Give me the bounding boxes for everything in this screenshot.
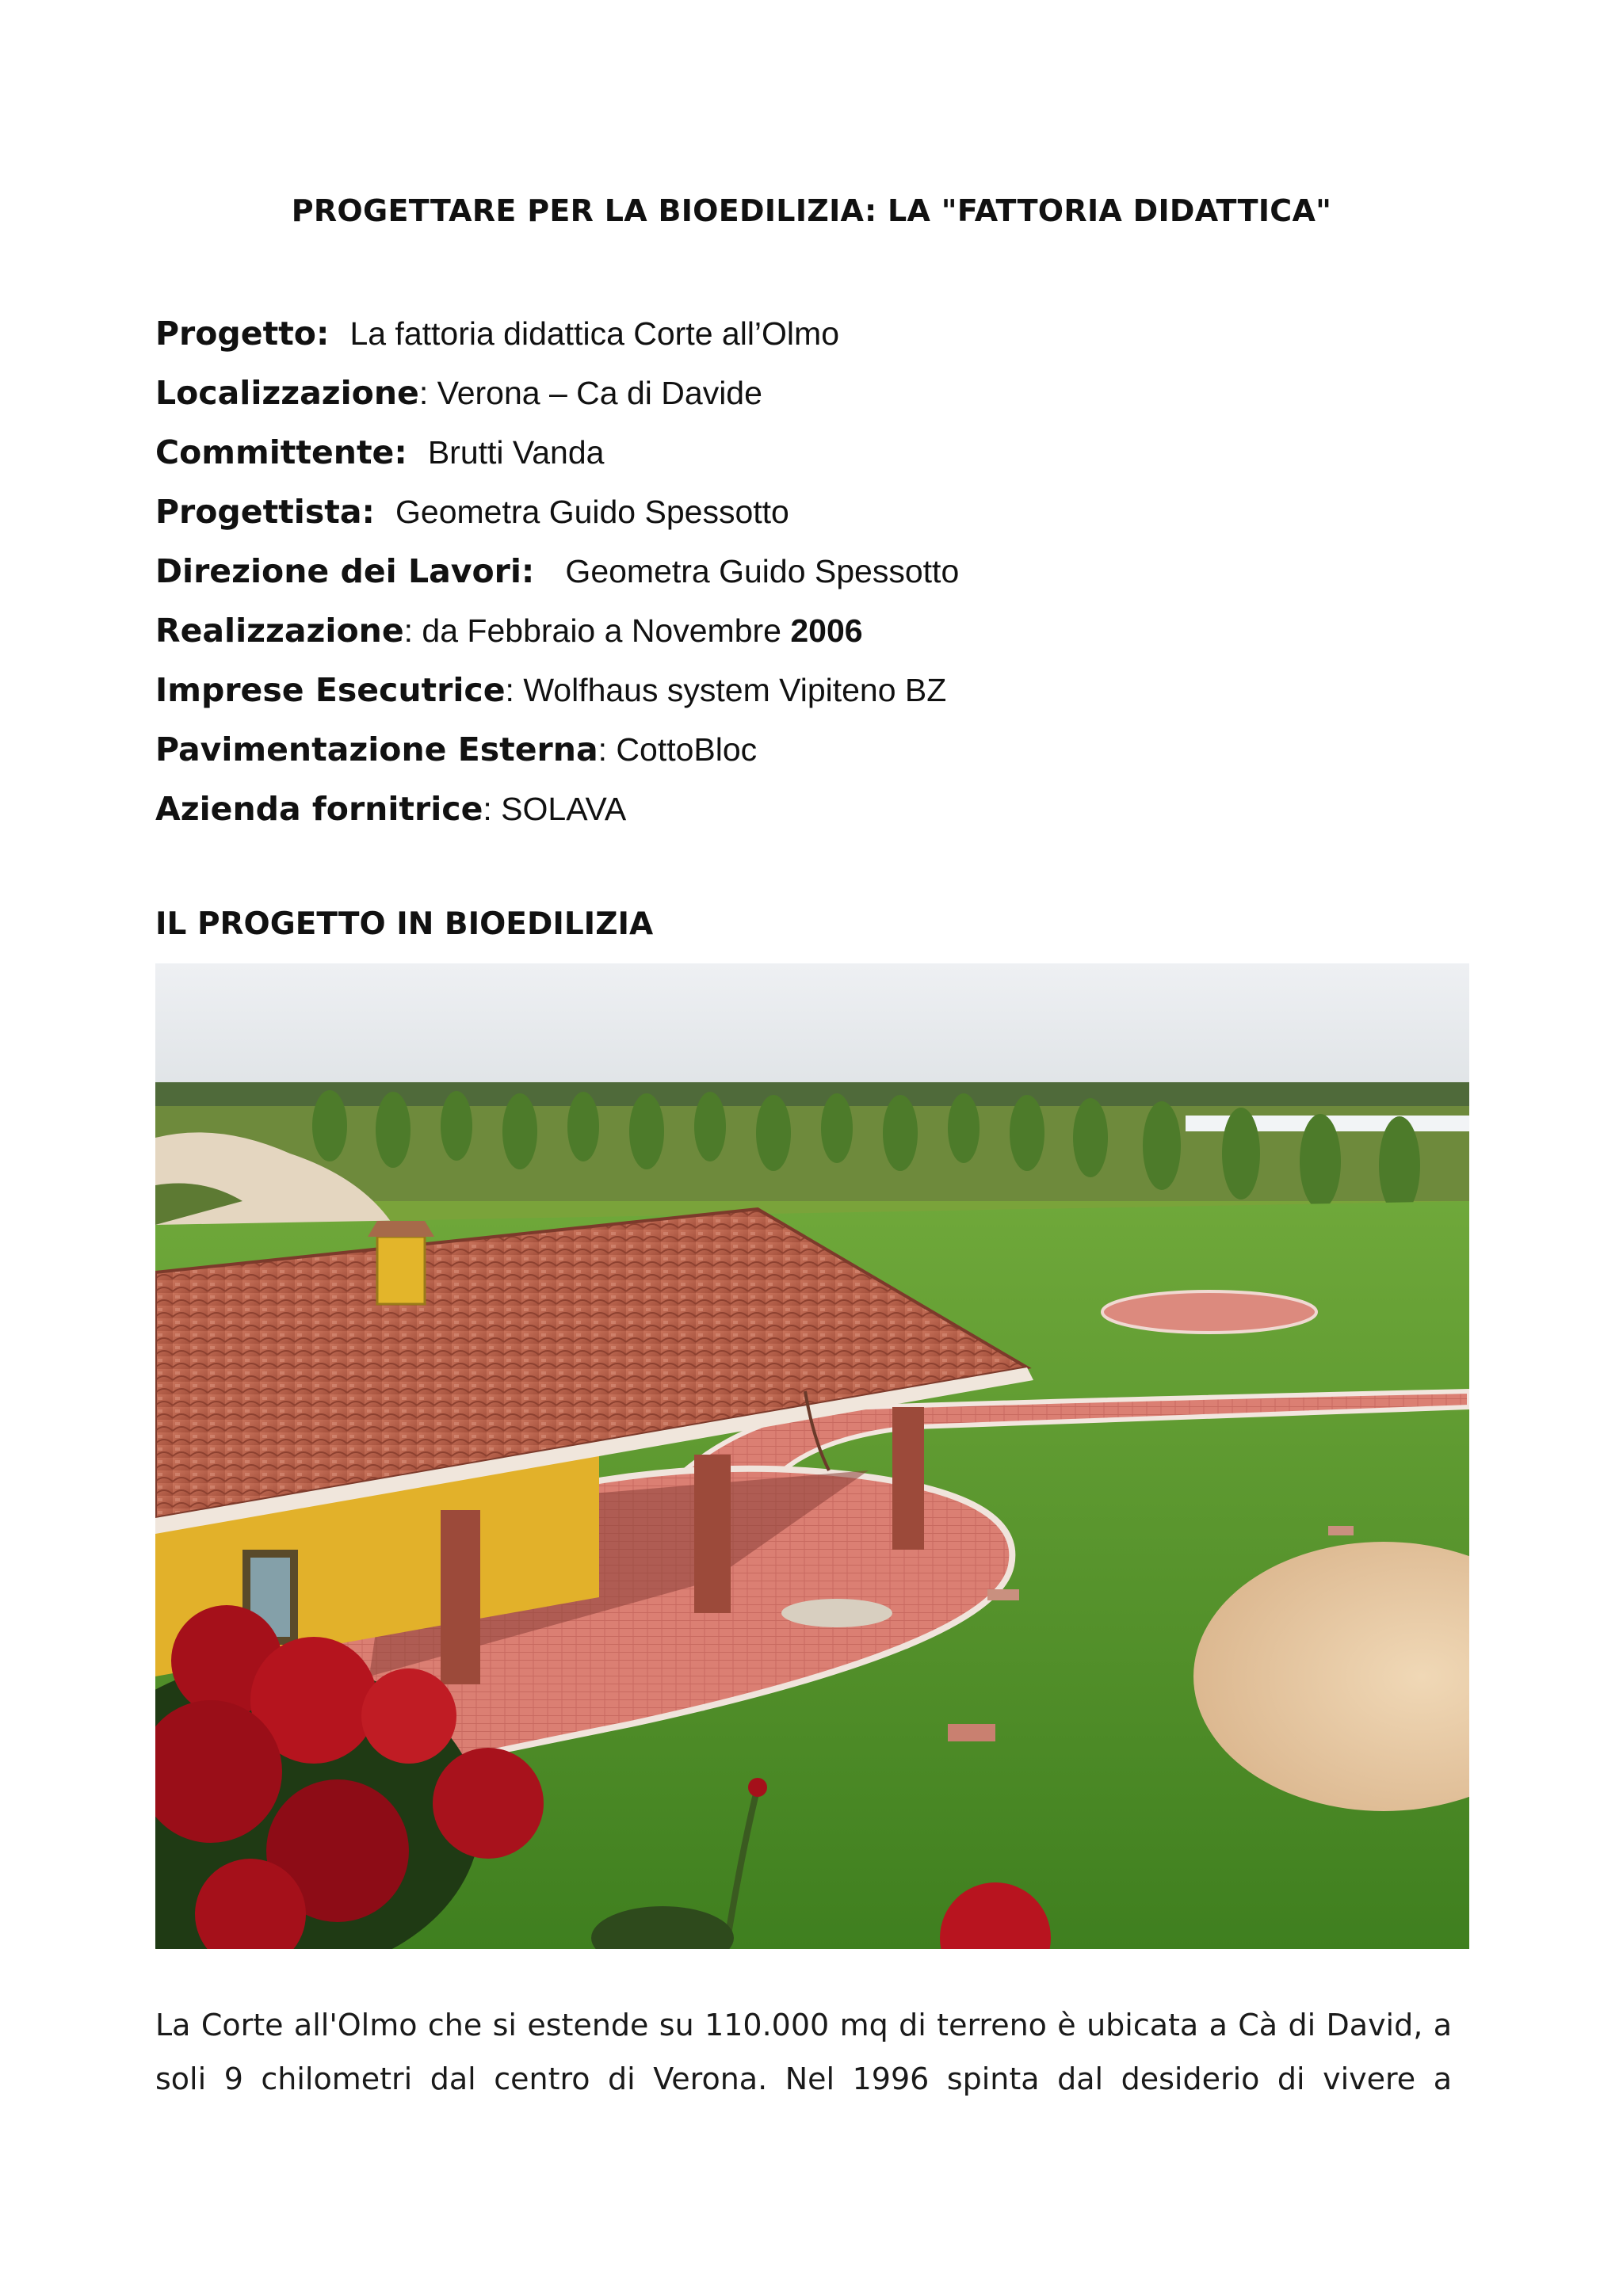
info-label: Pavimentazione Esterna xyxy=(155,730,598,769)
project-info-list xyxy=(155,311,1463,845)
info-label: Direzione dei Lavori: xyxy=(155,552,535,590)
info-row-direzione-lavori xyxy=(155,548,1463,608)
body-line: soli 9 chilometri dal centro di Verona. Nel 1996 spinta dal desiderio di vivere a xyxy=(155,2061,1452,2096)
info-row-azienda-fornitrice xyxy=(155,786,1463,845)
farmhouse-photo xyxy=(155,963,1469,1949)
info-label: Committente: xyxy=(155,433,407,471)
section-heading: IL PROGETTO IN BIOEDILIZIA xyxy=(155,906,654,942)
info-label: Progettista: xyxy=(155,493,375,531)
info-value: : Verona – Ca di Davide xyxy=(418,375,762,411)
info-label: Realizzazione xyxy=(155,612,404,650)
info-row-progetto xyxy=(155,311,1463,370)
info-value: : CottoBloc xyxy=(598,731,758,768)
info-value: : da Febbraio a Novembre xyxy=(403,612,791,649)
info-row-progettista xyxy=(155,489,1463,548)
info-label: Imprese Esecutrice xyxy=(155,671,506,709)
body-paragraph xyxy=(155,1998,1452,2106)
info-value-year: 2006 xyxy=(790,612,863,649)
info-row-localizzazione xyxy=(155,370,1463,429)
info-value: : Wolfhaus system Vipiteno BZ xyxy=(505,672,947,708)
info-label: Localizzazione xyxy=(155,374,419,412)
body-line: La Corte all'Olmo che si estende su 110.000 mq di terreno è ubicata a Cà di David, a xyxy=(155,2008,1452,2042)
document-title: PROGETTARE PER LA BIOEDILIZIA: LA "FATTORIA DIDATTICA" xyxy=(291,193,1332,228)
info-value: Geometra Guido Spessotto xyxy=(395,494,789,530)
info-value: : SOLAVA xyxy=(483,791,627,827)
farmhouse-photo-illustration xyxy=(155,963,1469,1949)
info-row-pavimentazione-esterna xyxy=(155,727,1463,786)
info-row-committente xyxy=(155,429,1463,489)
info-value: Brutti Vanda xyxy=(427,434,605,471)
info-value: Geometra Guido Spessotto xyxy=(565,553,960,589)
info-value: La fattoria didattica Corte all’Olmo xyxy=(349,315,839,352)
info-row-imprese-esecutrice xyxy=(155,667,1463,727)
info-label: Progetto: xyxy=(155,315,330,353)
info-row-realizzazione xyxy=(155,608,1463,667)
info-label: Azienda fornitrice xyxy=(155,790,483,828)
